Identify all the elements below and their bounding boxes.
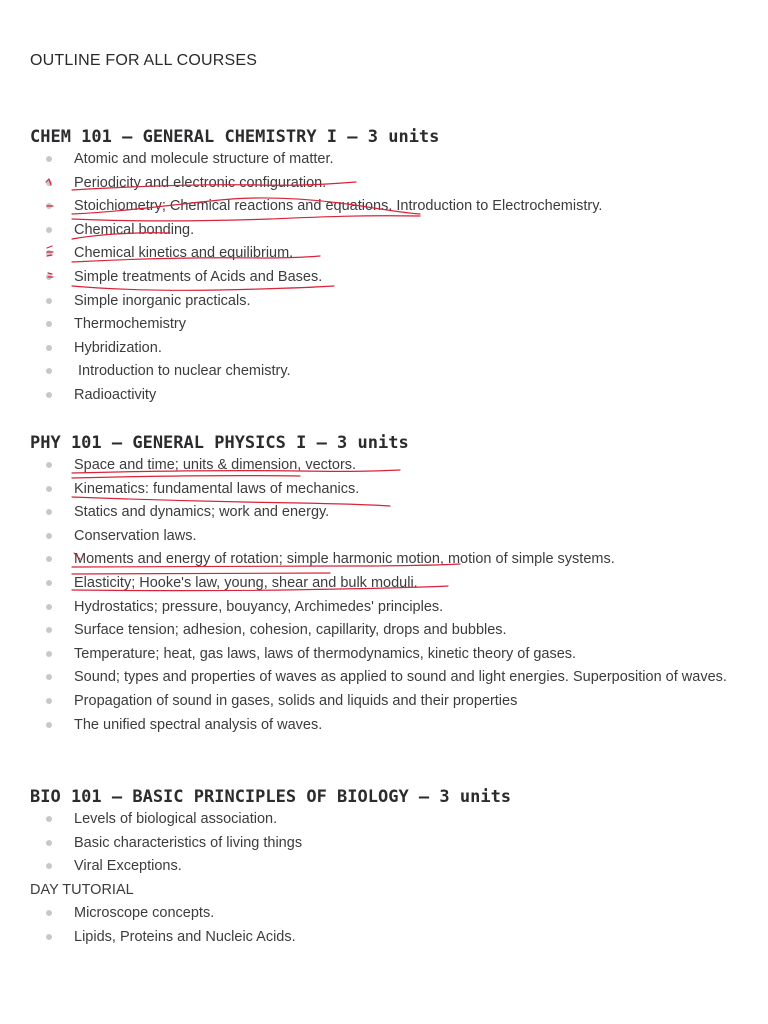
bullet-icon	[46, 604, 52, 610]
document-title: OUTLINE FOR ALL COURSES	[30, 52, 258, 69]
bullet-icon	[46, 180, 52, 186]
bullet-list	[30, 148, 740, 408]
section-bio-101	[30, 786, 740, 950]
bullet-icon	[46, 298, 52, 304]
list-item: Stoichiometry; Chemical reactions and equations. Introduction to Electrochemistry.	[30, 195, 740, 219]
list-item: Lipids, Proteins and Nucleic Acids.	[30, 926, 740, 950]
bullet-icon	[46, 250, 52, 256]
bullet-icon	[46, 627, 52, 633]
list-item: Basic characteristics of living things	[30, 832, 740, 856]
bullet-icon	[46, 203, 52, 209]
bullet-icon	[46, 392, 52, 398]
list-item: Simple inorganic practicals.	[30, 290, 740, 314]
bullet-icon	[46, 580, 52, 586]
bullet-icon	[46, 651, 52, 657]
list-item: Statics and dynamics; work and energy.	[30, 501, 740, 525]
list-item: Chemical bonding.	[30, 219, 740, 243]
list-item: Periodicity and electronic configuration.	[30, 172, 740, 196]
list-item: Surface tension; adhesion, cohesion, capillarity, drops and bubbles.	[30, 619, 740, 643]
bullet-list	[30, 902, 740, 949]
list-item: Sound; types and properties of waves as applied to sound and light energies. Superposition of waves.	[30, 666, 740, 690]
list-item: Microscope concepts.	[30, 902, 740, 926]
list-item: Conservation laws.	[30, 525, 740, 549]
bullet-icon	[46, 934, 52, 940]
list-item: Chemical kinetics and equilibrium.	[30, 242, 740, 266]
bullet-icon	[46, 674, 52, 680]
bullet-icon	[46, 698, 52, 704]
section-heading: CHEM 101 – GENERAL CHEMISTRY I – 3 units	[30, 127, 440, 147]
bullet-icon	[46, 462, 52, 468]
list-item: Elasticity; Hooke's law, young, shear and bulk moduli.	[30, 572, 740, 596]
list-item: Viral Exceptions.	[30, 855, 740, 879]
bullet-icon	[46, 816, 52, 822]
list-item: Moments and energy of rotation; simple harmonic motion, motion of simple systems.	[30, 548, 740, 572]
list-item: Levels of biological association.	[30, 808, 740, 832]
bullet-list	[30, 454, 740, 737]
list-item: Kinematics: fundamental laws of mechanics.	[30, 478, 740, 502]
section-heading: BIO 101 – BASIC PRINCIPLES OF BIOLOGY – 3 units	[30, 787, 512, 807]
list-item: Temperature; heat, gas laws, laws of thermodynamics, kinetic theory of gases.	[30, 643, 740, 667]
bullet-icon	[46, 345, 52, 351]
list-item: Thermochemistry	[30, 313, 740, 337]
bullet-icon	[46, 509, 52, 515]
list-item: Propagation of sound in gases, solids and liquids and their properties	[30, 690, 740, 714]
bullet-icon	[46, 556, 52, 562]
bullet-icon	[46, 863, 52, 869]
list-item: Space and time; units & dimension, vectors.	[30, 454, 740, 478]
bullet-icon	[46, 486, 52, 492]
bullet-icon	[46, 227, 52, 233]
list-item: Hybridization.	[30, 337, 740, 361]
list-item: Atomic and molecule structure of matter.	[30, 148, 740, 172]
bullet-icon	[46, 368, 52, 374]
bullet-icon	[46, 722, 52, 728]
bullet-icon	[46, 533, 52, 539]
list-item: Radioactivity	[30, 384, 740, 408]
bullet-icon	[46, 156, 52, 162]
list-item: Hydrostatics; pressure, bouyancy, Archimedes' principles.	[30, 596, 740, 620]
bullet-icon	[46, 840, 52, 846]
subheading-day-tutorial: DAY TUTORIAL	[30, 881, 134, 898]
bullet-icon	[46, 910, 52, 916]
bullet-icon	[46, 321, 52, 327]
bullet-icon	[46, 274, 52, 280]
section-phy-101	[30, 432, 740, 737]
section-heading: PHY 101 – GENERAL PHYSICS I – 3 units	[30, 433, 409, 453]
section-chem-101	[30, 126, 740, 408]
bullet-list	[30, 808, 740, 879]
list-item: The unified spectral analysis of waves.	[30, 714, 740, 738]
list-item: Introduction to nuclear chemistry.	[30, 360, 740, 384]
list-item: Simple treatments of Acids and Bases.	[30, 266, 740, 290]
